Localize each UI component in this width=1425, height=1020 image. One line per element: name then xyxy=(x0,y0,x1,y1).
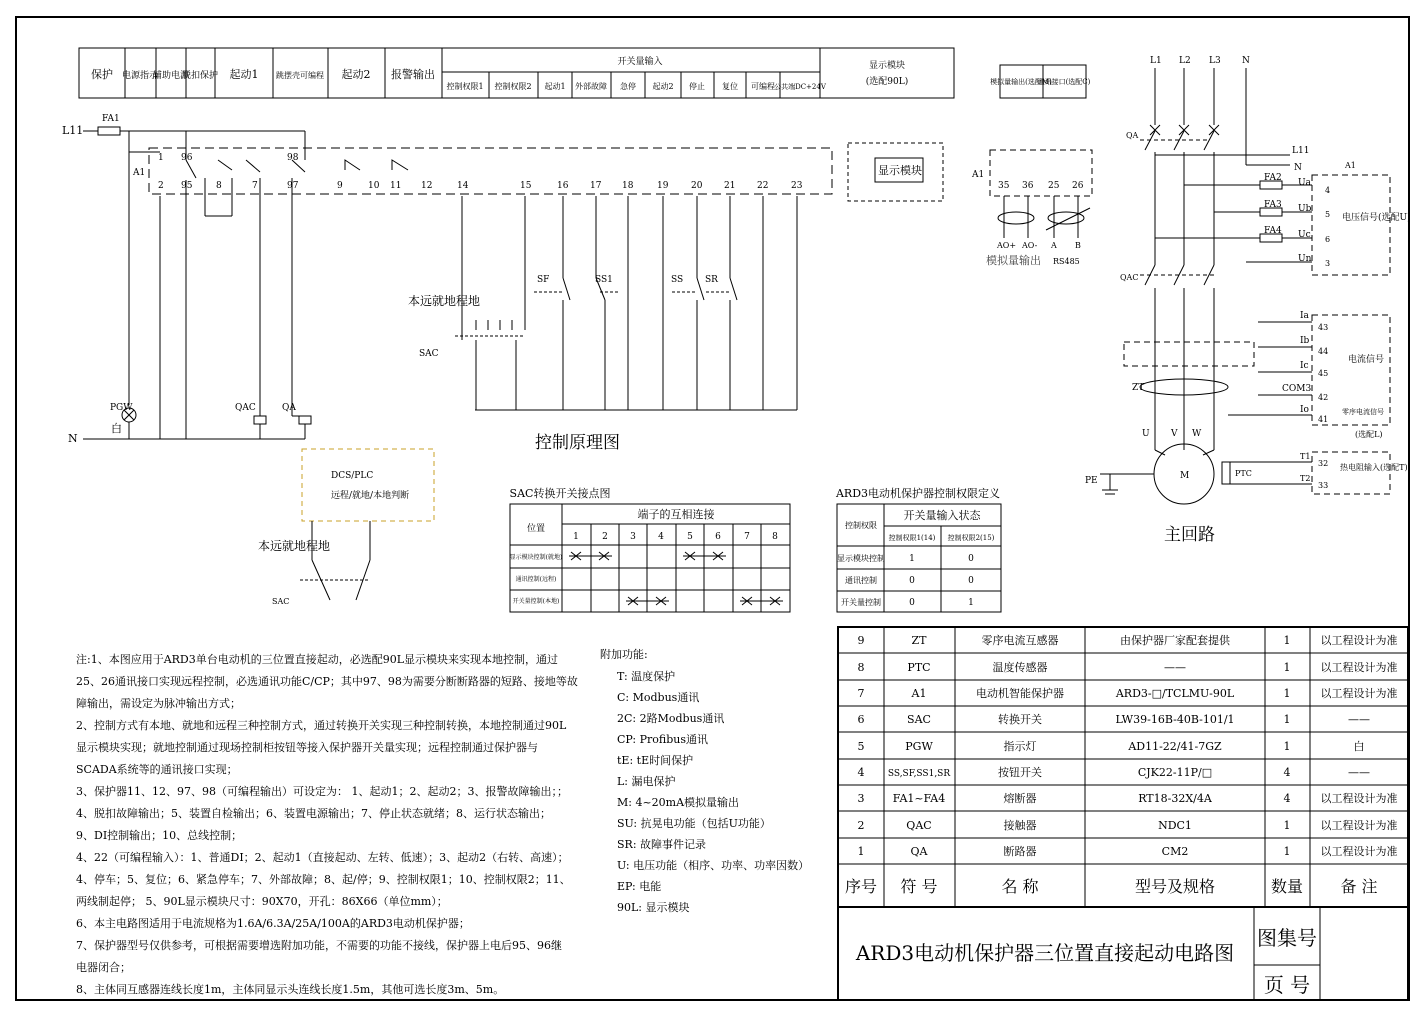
analog-t26: 26 xyxy=(1072,181,1084,191)
bom-r9-qty: 1 xyxy=(1283,634,1291,647)
page-label: 页 号 xyxy=(1263,973,1311,997)
lbl-t17: 17 xyxy=(590,181,602,191)
main-zero-opt: (选配L) xyxy=(1355,430,1383,439)
main-v-t3: 3 xyxy=(1325,259,1331,268)
sac-conn: 端子的互相连接 xyxy=(637,508,715,521)
main-l2: L2 xyxy=(1179,56,1191,66)
bom-r5-model: AD11-22/41-7GZ xyxy=(1128,740,1222,753)
auth-c1: 控制权限1(14) xyxy=(888,534,936,542)
main-l1: L1 xyxy=(1150,56,1162,66)
lbl-l11: L11 xyxy=(62,124,84,137)
main-v: V xyxy=(1171,429,1178,439)
lbl-t95: 95 xyxy=(181,181,193,191)
main-pe: PE xyxy=(1085,476,1098,486)
note-line: 9、DI控制输出；10、总线控制； xyxy=(76,829,243,842)
hdr-sub-7: 复位 xyxy=(722,82,738,91)
bom-r5-qty: 1 xyxy=(1283,740,1291,753)
lbl-pgw: PGW xyxy=(110,403,133,413)
lbl-ss: SS xyxy=(671,275,684,285)
analog-t25: 25 xyxy=(1048,181,1060,191)
main-m: M xyxy=(1180,471,1190,481)
auth-state: 开关量输入状态 xyxy=(903,509,981,522)
extra-item: T: 温度保护 xyxy=(617,670,676,683)
lbl-sac: SAC xyxy=(419,349,439,359)
lbl-t9: 9 xyxy=(337,181,343,191)
note-line: 4、脱扣故障输出；5、装置自检输出；6、装置电源输出；7、停止状态就绪；8、运行状态输出； xyxy=(76,807,551,820)
hdr-sub-5: 起动2 xyxy=(652,82,674,91)
note-line: 6、本主电路图适用于电流规格为1.6A/6.3A/25A/100A的ARD3电动机保护器； xyxy=(76,917,470,930)
main-ptc: PTC xyxy=(1235,469,1252,478)
bom-r4-qty: 4 xyxy=(1283,766,1291,779)
extra-item: EP: 电能 xyxy=(617,880,662,893)
hdr-jump-prog: 跳摆壳可编程 xyxy=(276,71,324,80)
note-line: 4、停车；5、复位；6、紧急停车；7、外部故障；8、起/停；9、控制权限1；10、控制权限2；11、 xyxy=(76,873,571,886)
hdr-analog: 模拟量输出(选配M) xyxy=(990,78,1052,86)
lbl-t96: 96 xyxy=(181,153,193,163)
lbl-t98: 98 xyxy=(287,153,299,163)
bom-r7-model: ARD3-□/TCLMU-90L xyxy=(1115,687,1235,700)
lbl-n: N xyxy=(68,432,78,445)
bom-r6-qty: 1 xyxy=(1283,713,1291,726)
hdr-display-opt: (选配90L) xyxy=(865,77,909,87)
bom-head-name: 名 称 xyxy=(1001,877,1039,896)
main-v-t4: 4 xyxy=(1325,186,1331,195)
dcs-sac: SAC xyxy=(272,597,290,606)
analog-t36: 36 xyxy=(1022,181,1034,191)
bom-r6-no: 6 xyxy=(857,713,865,726)
extra-item: tE: tE时间保护 xyxy=(617,754,694,767)
main-un: Un xyxy=(1298,254,1312,264)
lbl-qa: QA xyxy=(282,403,296,413)
bom-head-note: 备 注 xyxy=(1340,877,1378,896)
bom-r2-model: NDC1 xyxy=(1158,819,1192,832)
main-i-t45: 45 xyxy=(1318,369,1329,378)
main-com3: COM3 xyxy=(1282,384,1312,394)
lbl-white: 白 xyxy=(111,422,122,435)
analog-out-label: 模拟量输出 xyxy=(986,254,1041,267)
control-title: 控制原理图 xyxy=(535,433,620,453)
bom-r9-sym: ZT xyxy=(911,634,927,647)
hdr-aux-power: 辅助电源 xyxy=(152,71,190,81)
bom-r9-note: 以工程设计为准 xyxy=(1320,634,1398,647)
bom-r4-name: 按钮开关 xyxy=(998,766,1042,779)
sac-col-7: 7 xyxy=(744,532,750,542)
hdr-start1: 起动1 xyxy=(229,68,259,81)
bom-head-sym: 符 号 xyxy=(900,877,938,896)
extra-item: SU: 抗晃电功能（包括U功能） xyxy=(617,817,771,830)
analog-t35: 35 xyxy=(998,181,1010,191)
auth-title: ARD3电动机保护器控制权限定义 xyxy=(835,487,1001,500)
qa-coil xyxy=(299,416,311,424)
extra-item: 2C: 2路Modbus通讯 xyxy=(617,712,725,725)
main-i-t43: 43 xyxy=(1318,323,1329,332)
bom-r7-sym: A1 xyxy=(911,687,927,700)
hdr-alarm: 报警输出 xyxy=(391,68,435,81)
bom-r1-no: 1 xyxy=(857,845,865,858)
hdr-sub-3: 外部故障 xyxy=(575,82,607,91)
bom-r8-note: 以工程设计为准 xyxy=(1320,661,1398,674)
main-l3: L3 xyxy=(1209,56,1221,66)
main-a1: A1 xyxy=(1345,161,1356,170)
note-line: 25、26通讯接口实现远程控制，必选通讯功能C/CP；其中97、98为需要分断断路器的短路、接地等故 xyxy=(76,675,578,688)
note-line: 3、保护器11、12、97、98（可编程输出）可设定为： 1、起动1；2、起动2；3、报警故障输出；； xyxy=(76,785,568,798)
hdr-start2: 起动2 xyxy=(341,68,371,81)
bom-head-no: 序号 xyxy=(844,877,878,896)
main-t-33: 33 xyxy=(1318,481,1329,490)
extra-item: 90L: 显示模块 xyxy=(617,901,690,914)
main-fa4: FA4 xyxy=(1264,226,1282,236)
auth-c2: 控制权限2(15) xyxy=(947,534,995,542)
bom-r5-note: 白 xyxy=(1353,740,1365,753)
analog-a1: A1 xyxy=(972,170,985,180)
bom-r9-no: 9 xyxy=(857,634,865,647)
hdr-sub-4: 急停 xyxy=(620,82,636,91)
auth-row2-v2: 0 xyxy=(968,576,974,586)
sac-table-title: SAC转换开关接点图 xyxy=(509,487,611,500)
bom-r9-model: 由保护器厂家配套提供 xyxy=(1120,634,1230,647)
bom-r6-model: LW39-16B-40B-101/1 xyxy=(1115,713,1235,726)
sac-col-6: 6 xyxy=(715,532,721,542)
main-w: W xyxy=(1192,429,1202,439)
main-zt: ZT xyxy=(1132,383,1145,393)
bom-r2-qty: 1 xyxy=(1283,819,1291,832)
analog-a: A xyxy=(1051,241,1057,250)
note-line: 障输出，需设定为脉冲输出方式； xyxy=(76,697,241,710)
dcs-local-remote: 本远就地程地 xyxy=(258,539,331,553)
lbl-a1: A1 xyxy=(133,168,146,178)
lbl-t20: 20 xyxy=(691,181,703,191)
bom-head-model: 型号及规格 xyxy=(1134,877,1216,896)
note-line: 显示模块实现；就地控制通过现场控制柜按钮等接入保护器开关量实现；远程控制通过保护器与 xyxy=(76,741,538,754)
lbl-t14: 14 xyxy=(457,181,469,191)
bom-r6-note: —— xyxy=(1348,713,1370,726)
bom-r2-no: 2 xyxy=(857,819,865,832)
lbl-t15: 15 xyxy=(520,181,532,191)
main-t-32: 32 xyxy=(1318,459,1329,468)
lbl-sr: SR xyxy=(705,275,718,285)
main-title: 主回路 xyxy=(1164,525,1215,545)
bom-r5-no: 5 xyxy=(857,740,865,753)
note-line: 2、控制方式有本地、就地和远程三种控制方式，通过转换开关实现三种控制转换，本地控制通过90L xyxy=(76,719,567,732)
bom-r1-sym: QA xyxy=(910,845,928,858)
note-line: 电器闭合； xyxy=(76,961,131,974)
bom-r6-name: 转换开关 xyxy=(998,713,1042,726)
note-line: 4、22（可编程输入）：1、普通DI；2、起动1（直接起动、左转、低速）；3、起动2（右转、高速）； xyxy=(76,851,569,864)
auth-row3-name: 开关量控制 xyxy=(841,598,881,607)
main-t2: T2 xyxy=(1300,474,1311,483)
hdr-trip: 脱扣保护 xyxy=(181,71,219,81)
main-zero-seq: 零序电流信号 xyxy=(1342,408,1384,416)
main-t1: T1 xyxy=(1300,452,1311,461)
main-qa: QA xyxy=(1126,131,1139,140)
lbl-t16: 16 xyxy=(557,181,569,191)
auth-row2-v1: 0 xyxy=(909,576,915,586)
extra-item: C: Modbus通讯 xyxy=(617,691,700,704)
main-ib: Ib xyxy=(1300,336,1310,346)
main-v-t5: 5 xyxy=(1325,210,1331,219)
lbl-ss1: SS1 xyxy=(595,275,613,285)
bom-r2-name: 接触器 xyxy=(1003,819,1037,832)
bom-r8-name: 温度传感器 xyxy=(992,661,1048,674)
bom-r1-qty: 1 xyxy=(1283,845,1291,858)
lbl-t19: 19 xyxy=(657,181,669,191)
auth-row1-v2: 0 xyxy=(968,554,974,564)
analog-b: B xyxy=(1075,241,1081,250)
extra-item: L: 漏电保护 xyxy=(617,775,676,788)
lbl-t23: 23 xyxy=(791,181,803,191)
dcs-line1: DCS/PLC xyxy=(331,471,374,481)
bom-r7-note: 以工程设计为准 xyxy=(1320,687,1398,700)
hdr-comm: 通讯接口(选配C) xyxy=(1037,78,1091,86)
main-fa3: FA3 xyxy=(1264,200,1282,210)
lbl-t8: 8 xyxy=(216,181,222,191)
bom-r8-qty: 1 xyxy=(1283,661,1291,674)
sac-col-4: 4 xyxy=(658,532,664,542)
main-ua: Ua xyxy=(1298,178,1311,188)
dcs-line2: 远程/就地/本地判断 xyxy=(331,491,410,501)
lbl-t2: 2 xyxy=(158,181,164,191)
lbl-t11: 11 xyxy=(390,181,402,191)
auth-row3-v2: 1 xyxy=(968,598,974,608)
main-ub: Ub xyxy=(1298,204,1312,214)
extra-item: SR: 故障事件记录 xyxy=(617,838,707,851)
sac-col-3: 3 xyxy=(630,532,636,542)
main-i-t41: 41 xyxy=(1318,415,1329,424)
bom-r5-sym: PGW xyxy=(905,740,933,753)
main-u: U xyxy=(1142,429,1150,439)
bom-r8-no: 8 xyxy=(857,661,865,674)
main-l11: L11 xyxy=(1292,146,1310,156)
lbl-local-remote: 本远就地程地 xyxy=(408,294,481,308)
bom-r7-name: 电动机智能保护器 xyxy=(976,687,1064,700)
bom-r3-sym: FA1~FA4 xyxy=(892,792,946,805)
bom-r1-note: 以工程设计为准 xyxy=(1320,845,1398,858)
display-module-label: 显示模块 xyxy=(878,164,922,177)
bom-r3-no: 3 xyxy=(857,792,865,805)
drawing-title: ARD3电动机保护器三位置直接起动电路图 xyxy=(855,941,1235,965)
bom-r3-model: RT18-32X/4A xyxy=(1138,792,1212,805)
lbl-t12: 12 xyxy=(421,181,433,191)
lbl-t21: 21 xyxy=(724,181,736,191)
bom-r4-no: 4 xyxy=(857,766,865,779)
sac-col-8: 8 xyxy=(772,532,778,542)
sac-row-1: 显示模块控制(就地) xyxy=(509,554,563,561)
extra-item: M: 4~20mA模拟量输出 xyxy=(617,796,740,809)
bom-r1-name: 断路器 xyxy=(1003,845,1037,858)
bom-r6-sym: SAC xyxy=(907,713,931,726)
sac-col-1: 1 xyxy=(573,532,579,542)
hdr-sub-1: 控制权限2 xyxy=(494,82,532,91)
bom-r4-model: CJK22-11P/□ xyxy=(1137,766,1213,779)
hdr-power-ind: 电源指示 xyxy=(121,71,159,81)
analog-ao-minus: AO- xyxy=(1022,241,1038,250)
sac-col-5: 5 xyxy=(687,532,693,542)
main-ic: Ic xyxy=(1300,361,1309,371)
lbl-t10: 10 xyxy=(368,181,380,191)
main-therm: 热电阻输入(选配T) xyxy=(1340,463,1408,472)
lbl-qac: QAC xyxy=(235,403,256,413)
main-io: Io xyxy=(1300,405,1309,415)
bom-r3-note: 以工程设计为准 xyxy=(1320,792,1398,805)
auth-row1-name: 显示模块控制 xyxy=(837,554,885,563)
bom-head-qty: 数量 xyxy=(1270,877,1304,896)
auth-row3-v1: 0 xyxy=(909,598,915,608)
bom-r2-sym: QAC xyxy=(906,819,932,832)
main-n2: N xyxy=(1294,163,1302,173)
lbl-t22: 22 xyxy=(757,181,769,191)
extra-title: 附加功能: xyxy=(600,648,648,661)
hdr-sub-8: 可编程 xyxy=(751,82,775,91)
lbl-fa1: FA1 xyxy=(102,114,120,124)
hdr-switch-input: 开关量输入 xyxy=(617,57,663,67)
bom-r4-sym: SS,SF,SS1,SR xyxy=(887,769,951,779)
lbl-sf: SF xyxy=(537,275,550,285)
bom-r8-model: —— xyxy=(1164,661,1186,674)
bom-r5-name: 指示灯 xyxy=(1003,740,1037,753)
main-fa2: FA2 xyxy=(1264,173,1282,183)
main-i-t42: 42 xyxy=(1318,393,1329,402)
bom-r3-qty: 4 xyxy=(1283,792,1291,805)
bom-r4-note: —— xyxy=(1348,766,1370,779)
main-i-t44: 44 xyxy=(1318,347,1329,356)
hdr-sub-9: 公共端DC+24V xyxy=(774,83,826,91)
auth-row2-name: 通讯控制 xyxy=(845,576,877,585)
fuse-fa1 xyxy=(98,127,120,135)
note-line: 7、保护器型号仅供参考，可根据需要增选附加功能，不需要的功能不接线，保护器上电后95、96继 xyxy=(76,939,562,952)
main-v-t6: 6 xyxy=(1325,235,1331,244)
hdr-sub-6: 停止 xyxy=(689,82,705,91)
bom-r7-no: 7 xyxy=(857,687,865,700)
atlas-label: 图集号 xyxy=(1257,926,1317,950)
sac-pos: 位置 xyxy=(526,524,546,534)
bom-r8-sym: PTC xyxy=(907,661,931,674)
bom-r2-note: 以工程设计为准 xyxy=(1320,819,1398,832)
sac-row-3: 开关量控制(本地) xyxy=(512,598,560,605)
main-qac: QAC xyxy=(1120,273,1139,282)
extra-item: CP: Profibus通讯 xyxy=(617,733,709,746)
lbl-t97: 97 xyxy=(287,181,299,191)
hdr-display: 显示模块 xyxy=(868,61,906,71)
bom-r1-model: CM2 xyxy=(1161,845,1189,858)
note-line: 8、主体同互感器连线长度1m，主体同显示头连线长度1.5m，其他可选长度3m、5m。 xyxy=(76,983,505,996)
note-line: 注:1、本图应用于ARD3单台电动机的三位置直接起动，必选配90L显示模块来实现本地控制，通过 xyxy=(76,653,559,666)
extra-item: U: 电压功能（相序、功率、功率因数） xyxy=(617,859,810,872)
note-line: 两线制起停； 5、90L显示模块尺寸：90X70，开孔：86X66（单位mm）； xyxy=(76,895,448,908)
bom-r3-name: 熔断器 xyxy=(1003,792,1037,805)
main-volt: 电压信号(选配U) xyxy=(1342,213,1411,223)
qac-coil xyxy=(254,416,266,424)
rs485-label: RS485 xyxy=(1053,257,1080,266)
main-current: 电流信号 xyxy=(1348,355,1385,365)
auth-ctrl: 控制权限 xyxy=(845,521,877,530)
auth-row1-v1: 1 xyxy=(909,554,915,564)
lbl-t1: 1 xyxy=(158,153,164,163)
main-uc: Uc xyxy=(1298,230,1311,240)
analog-ao-plus: AO+ xyxy=(997,241,1017,250)
hdr-sub-0: 控制权限1 xyxy=(446,82,484,91)
main-n: N xyxy=(1242,56,1250,66)
sac-col-2: 2 xyxy=(602,532,608,542)
lbl-t18: 18 xyxy=(622,181,634,191)
note-line: SCADA系统等的通讯接口实现； xyxy=(76,763,238,776)
main-ia: Ia xyxy=(1300,311,1309,321)
hdr-protect: 保护 xyxy=(91,68,113,81)
bom-r9-name: 零序电流互感器 xyxy=(981,634,1059,647)
sac-row-2: 通讯控制(远程) xyxy=(515,576,557,583)
bom-r7-qty: 1 xyxy=(1283,687,1291,700)
hdr-sub-2: 起动1 xyxy=(544,82,566,91)
lbl-t7: 7 xyxy=(252,181,258,191)
